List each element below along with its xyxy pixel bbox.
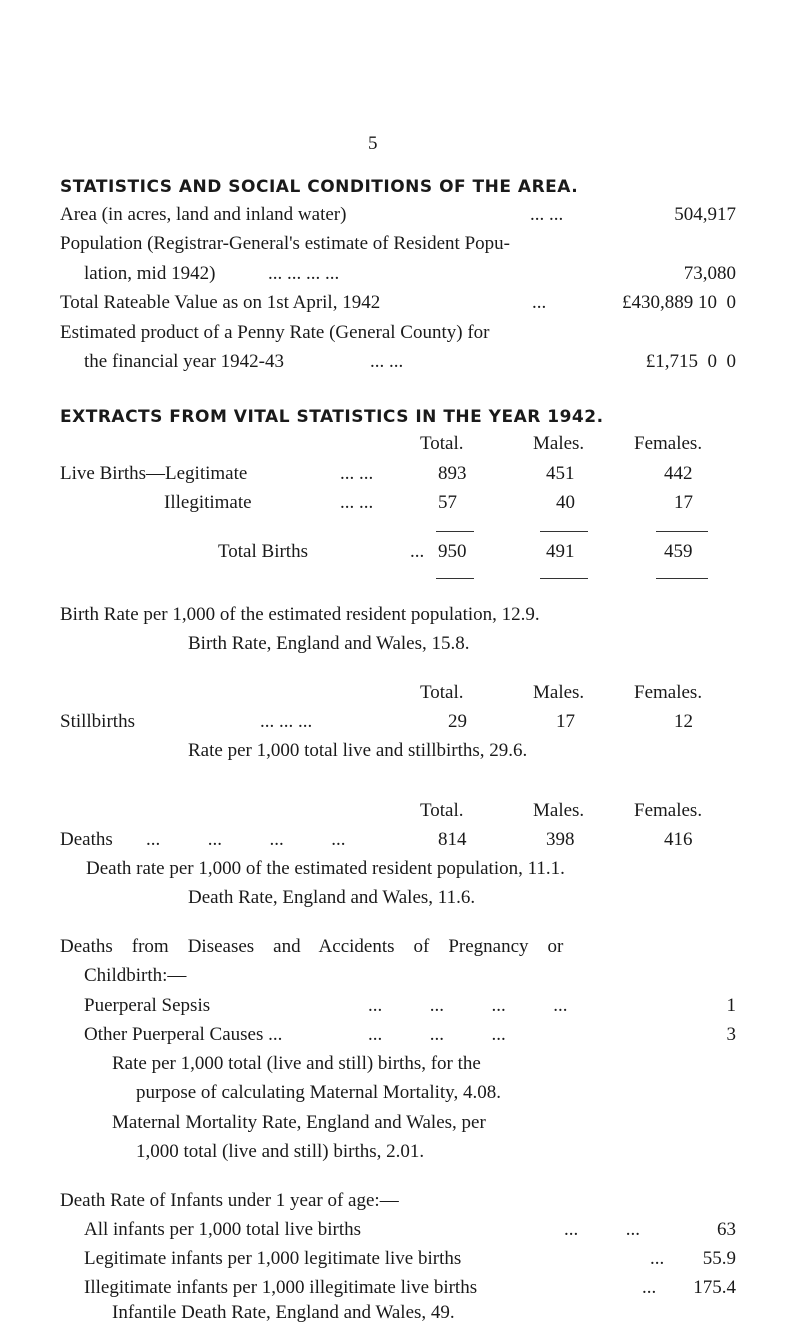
area-dots: ... ... [530, 204, 564, 225]
stillbirths-dots: ... ... ... [260, 711, 313, 732]
page-number: 5 [368, 133, 378, 154]
stillbirths-header-total: Total. [420, 682, 464, 703]
total-rule-total [436, 578, 474, 579]
penny-rate-label-line2: the financial year 1942-43 [84, 351, 284, 372]
live-births-illegitimate-dots: ... ... [340, 492, 374, 513]
stillbirths-total: 29 [448, 711, 467, 732]
col-header-males: Males. [533, 433, 585, 454]
section-heading-statistics: STATISTICS AND SOCIAL CONDITIONS OF THE AREA. [60, 177, 579, 197]
deaths-males: 398 [546, 829, 575, 850]
stillbirths-header-females: Females. [634, 682, 703, 703]
infant-legitimate-label: Legitimate infants per 1,000 legitimate live births [84, 1248, 462, 1269]
deaths-header-females: Females. [634, 800, 703, 821]
stillbirth-rate-text: Rate per 1,000 total live and stillbirths, 29.6. [188, 740, 528, 761]
deaths-females: 416 [664, 829, 693, 850]
live-births-legitimate-males: 451 [546, 463, 575, 484]
maternal-rate-line2: purpose of calculating Maternal Mortality, 4.08. [136, 1082, 501, 1103]
deaths-total: 814 [438, 829, 467, 850]
population-label-line1: Population (Registrar-General's estimate of Resident Popu- [60, 233, 510, 254]
birth-rate-text: Birth Rate per 1,000 of the estimated resident population, 12.9. [60, 604, 540, 625]
population-label-line2: lation, mid 1942) [84, 263, 216, 284]
total-births-females: 459 [664, 541, 693, 562]
other-puerperal-value: 3 [726, 1024, 736, 1045]
deaths-label: Deaths [60, 829, 113, 850]
section-heading-vital-statistics: EXTRACTS FROM VITAL STATISTICS IN THE YEAR 1942. [60, 407, 604, 427]
total-births-label: Total Births [218, 541, 308, 562]
live-births-illegitimate-total: 57 [438, 492, 457, 513]
rateable-value: £430,889 10 0 [622, 292, 736, 313]
col-header-females: Females. [634, 433, 703, 454]
infant-legitimate-dots: ... [650, 1248, 665, 1269]
stillbirths-females: 12 [674, 711, 693, 732]
total-rule-females [656, 578, 708, 579]
maternal-heading-line1: Deaths from Diseases and Accidents of Pregnancy or [60, 936, 564, 957]
live-births-illegitimate-females: 17 [674, 492, 693, 513]
death-rate-england-wales: Death Rate, England and Wales, 11.6. [188, 887, 476, 908]
infant-all-label: All infants per 1,000 total live births [84, 1219, 362, 1240]
penny-rate-label-line1: Estimated product of a Penny Rate (General County) for [60, 322, 490, 343]
birth-rate-england-wales: Birth Rate, England and Wales, 15.8. [188, 633, 470, 654]
infant-illegitimate-value: 175.4 [693, 1277, 736, 1298]
deaths-header-total: Total. [420, 800, 464, 821]
puerperal-sepsis-value: 1 [726, 995, 736, 1016]
deaths-dots: ... ... ... ... [146, 829, 346, 850]
col-header-total: Total. [420, 433, 464, 454]
rateable-dots: ... [532, 292, 547, 313]
penny-rate-value: £1,715 0 0 [645, 351, 736, 372]
live-births-legitimate-label: Live Births—Legitimate [60, 463, 248, 484]
infant-illegitimate-label: Illegitimate infants per 1,000 illegitimate live births [84, 1277, 478, 1298]
live-births-illegitimate-label: Illegitimate [164, 492, 252, 513]
live-births-illegitimate-males: 40 [556, 492, 575, 513]
maternal-ew-line1: Maternal Mortality Rate, England and Wales, per [112, 1112, 486, 1133]
maternal-ew-line2: 1,000 total (live and still) births, 2.01. [136, 1141, 425, 1162]
penny-rate-dots: ... ... [370, 351, 404, 372]
maternal-heading-line2: Childbirth:— [84, 965, 187, 986]
sum-rule-females [656, 531, 708, 532]
area-value: 504,917 [674, 204, 736, 225]
live-births-legitimate-total: 893 [438, 463, 467, 484]
other-puerperal-dots: ... ... ... [368, 1024, 506, 1045]
infant-heading: Death Rate of Infants under 1 year of age:— [60, 1190, 399, 1211]
live-births-legitimate-dots: ... ... [340, 463, 374, 484]
stillbirths-label: Stillbirths [60, 711, 135, 732]
death-rate-text: Death rate per 1,000 of the estimated resident population, 11.1. [86, 858, 565, 879]
maternal-rate-line1: Rate per 1,000 total (live and still) births, for the [112, 1053, 481, 1074]
puerperal-sepsis-label: Puerperal Sepsis [84, 995, 211, 1016]
puerperal-sepsis-dots: ... ... ... ... [368, 995, 568, 1016]
total-rule-males [540, 578, 588, 579]
population-value: 73,080 [683, 263, 736, 284]
other-puerperal-label: Other Puerperal Causes ... [84, 1024, 283, 1045]
sum-rule-males [540, 531, 588, 532]
infant-all-value: 63 [717, 1219, 736, 1240]
stillbirths-header-males: Males. [533, 682, 585, 703]
deaths-header-males: Males. [533, 800, 585, 821]
infant-legitimate-value: 55.9 [702, 1248, 736, 1269]
stillbirths-males: 17 [556, 711, 575, 732]
area-label: Area (in acres, land and inland water) [60, 204, 347, 225]
infant-illegitimate-dots: ... [642, 1277, 657, 1298]
total-births-males: 491 [546, 541, 575, 562]
infant-ew-rate: Infantile Death Rate, England and Wales, 49. [112, 1302, 455, 1323]
total-births-dots: ... [410, 541, 425, 562]
sum-rule-total [436, 531, 474, 532]
infant-all-dots: ... ... [564, 1219, 640, 1240]
rateable-label: Total Rateable Value as on 1st April, 1942 [60, 292, 381, 313]
population-dots: ... ... ... ... [268, 263, 340, 284]
total-births-total: 950 [438, 541, 467, 562]
live-births-legitimate-females: 442 [664, 463, 693, 484]
